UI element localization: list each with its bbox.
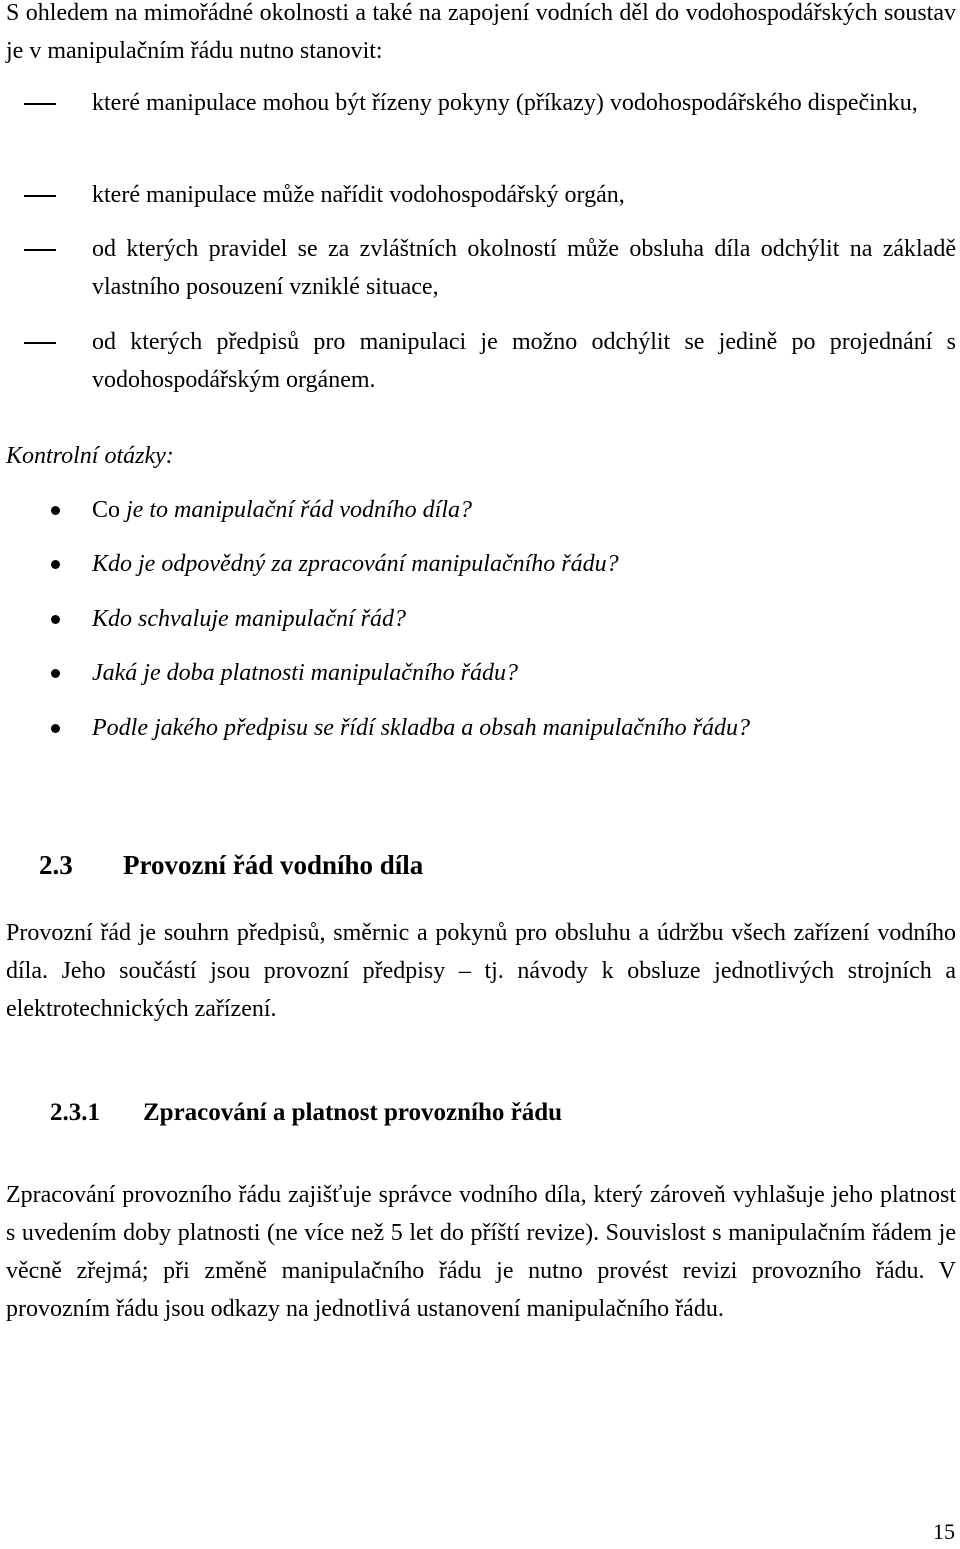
section-paragraph: Provozní řád je souhrn předpisů, směrnic a pokynů pro obsluhu a údržbu všech zařízení vodního díla. Jeho součástí jsou provozní předpisy – tj. návody k obsluze jednotlivých strojních a elektrotechnických zařízení. [6,920,956,1022]
dash-item-text: které manipulace může nařídit vodohospodářský orgán, [92,182,625,208]
question-text: Podle jakého předpisu se řídí skladba a obsah manipulačního řádu? [92,715,750,741]
subsection-paragraph: Zpracování provozního řádu zajišťuje správce vodního díla, který zároveň vyhlašuje jeho platnost s uvedením doby platnosti (ne více než 5 let do příští revize). Souvislost s manipulačním řádem je věcně zřejmá; při změně manipulačního řádu je nutno provést revizi provozního řádu. V provozním řádu jsou odkazy na jednotlivá ustanovení manipulačního řádu. [6,1182,956,1322]
bullet-icon [51,724,60,733]
dash-marker [24,342,56,344]
dash-item-text: od kterých předpisů pro manipulaci je možno odchýlit se jedině po projednání s vodohospodářským orgánem. [92,329,956,393]
page-number: 15 [933,1519,955,1544]
question-text: Jaká je doba platnosti manipulačního řádu? [92,660,518,686]
dash-item-text: které manipulace mohou být řízeny pokyny (příkazy) vodohospodářského dispečinku, [92,90,918,116]
dash-marker [24,103,56,105]
bullet-icon [51,669,60,678]
intro-paragraph: S ohledem na mimořádné okolnosti a také na zapojení vodních děl do vodohospodářských soustav je v manipulačním řádu nutno stanovit: [6,0,956,64]
bullet-icon [51,506,60,515]
bullet-icon [51,615,60,624]
section-number: 2.3 [39,850,73,880]
dash-marker [24,249,56,251]
dash-marker [24,195,56,197]
subsection-title: Zpracování a platnost provozního řádu [143,1099,563,1126]
question-text: Kdo je odpovědný za zpracování manipulačního řádu? [92,551,619,577]
dash-item-text: od kterých pravidel se za zvláštních okolností může obsluha díla odchýlit na základě vlastního posouzení vzniklé situace, [92,236,956,300]
questions-heading: Kontrolní otázky: [6,443,174,469]
subsection-number: 2.3.1 [50,1099,100,1126]
bullet-icon [51,560,60,569]
question-text: Kdo schvaluje manipulační řád? [92,606,406,632]
question-text: Co je to manipulační řád vodního díla? [92,497,472,523]
section-title: Provozní řád vodního díla [123,850,424,880]
